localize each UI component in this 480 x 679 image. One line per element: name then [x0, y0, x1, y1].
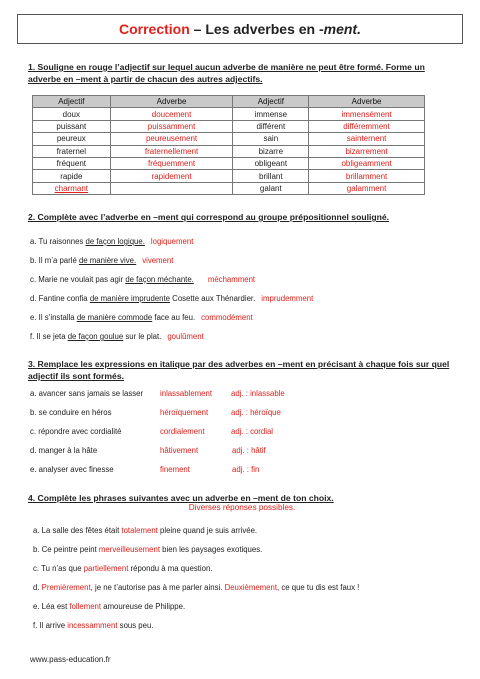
- q2-item: [30, 332, 204, 341]
- table-row: [33, 157, 425, 169]
- q4-item: [33, 545, 262, 554]
- adverb-cell: [110, 182, 233, 194]
- q4-item-text: a. La salle des fêtes était: [33, 526, 122, 535]
- q4-item-text: , ce que tu dis est faux !: [277, 583, 360, 592]
- q3-adverb: hâtivement: [160, 446, 199, 455]
- table-row: [33, 170, 425, 182]
- q2-underlined-group: de manière vive.: [78, 256, 137, 265]
- q3-adjective: adj. : cordial: [231, 427, 274, 436]
- q2-answer: goulûment: [167, 332, 204, 341]
- q2-item: [30, 313, 253, 322]
- table-row: [33, 182, 425, 194]
- q3-adverb: finement: [160, 465, 190, 474]
- q2-underlined-group: de manière commode: [76, 313, 153, 322]
- q2-item: [30, 275, 255, 284]
- adverb-cell: fréquemment: [110, 157, 233, 169]
- q4-item: [33, 564, 212, 573]
- adjective-cell: puissant: [33, 120, 111, 132]
- q4-item: [33, 602, 185, 611]
- adjective-cell: fraternel: [33, 145, 111, 157]
- adverb-cell: différemment: [309, 120, 425, 132]
- table-header: Adjectif: [33, 96, 111, 108]
- q2-item-text: e. Il s’installa: [30, 313, 77, 322]
- q3-adverb: inlassablement: [160, 389, 213, 398]
- table-row: [33, 108, 425, 120]
- q2-item-text: c. Marie ne voulait pas agir: [30, 275, 126, 284]
- q2-underlined-group: de façon logique.: [85, 237, 145, 246]
- q3-adjective: adj. : fin: [232, 465, 260, 474]
- table-row: [33, 120, 425, 132]
- q1-heading: 1. Souligne en rouge l’adjectif sur lequel aucun adverbe de manière ne peut être formé. Forme un adverbe en –ment à partir de chacun des autres adjectifs.: [28, 62, 425, 84]
- q4-item-text: amoureuse de Philippe.: [101, 602, 186, 611]
- q4-item-text: pleine quand je suis arrivée.: [157, 526, 258, 535]
- adverb-cell: sainternent: [309, 133, 425, 145]
- q4-item: [33, 526, 257, 535]
- adjective-cell: rapide: [33, 170, 111, 182]
- q2-item-text: b. Il m’a parlé: [30, 256, 79, 265]
- q4-answer: totalement: [121, 526, 158, 535]
- adjective-cell: fréquent: [33, 157, 111, 169]
- q2-item-text: f. Il se jeta: [30, 332, 68, 341]
- q4-answer: Deuxièmement: [224, 583, 277, 592]
- q2-item-text: sur le plat.: [123, 332, 162, 341]
- q4-item-text: bien les paysages exotiques.: [160, 545, 263, 554]
- adverb-cell: peureusement: [110, 133, 233, 145]
- adverb-cell: bizarrement: [309, 145, 425, 157]
- adverb-cell: rapidement: [110, 170, 233, 182]
- adverb-cell: brillamment: [309, 170, 425, 182]
- q2-item-text: Cosette aux Thénardier.: [170, 294, 256, 303]
- q3-expression: e. analyser avec finesse: [30, 465, 114, 474]
- adverb-cell: galamment: [309, 182, 425, 194]
- adjective-cell: bizarre: [233, 145, 309, 157]
- adjective-cell: obligeant: [233, 157, 309, 169]
- q4-item-text: c. Tu n’as que: [33, 564, 84, 573]
- table-header: Adverbe: [309, 96, 425, 108]
- q2-answer: commodément: [201, 313, 253, 322]
- q2-item-text: face au feu.: [152, 313, 196, 322]
- q2-underlined-group: de façon méchante.: [125, 275, 194, 284]
- adjective-cell: galant: [233, 182, 309, 194]
- q2-underlined-group: de façon goulue: [67, 332, 124, 341]
- q2-item: [30, 256, 173, 265]
- q4-answer: Premièrement: [41, 583, 91, 592]
- q3-adverb: cordialement: [160, 427, 205, 436]
- q2-answer: logiquement: [150, 237, 194, 246]
- q2-answer: vivement: [142, 256, 174, 265]
- q4-heading: 4. Complète les phrases suivantes avec un adverbe en –ment de ton choix.: [28, 493, 334, 503]
- q4-item: [33, 583, 359, 592]
- q4-item-text: d.: [33, 583, 42, 592]
- table-row: [33, 145, 425, 157]
- q3-expression: d. manger à la hâte: [30, 446, 98, 455]
- q4-item: [33, 621, 153, 630]
- title-text: – Les adverbes en: [189, 21, 319, 37]
- q3-adjective: adj. : héroïque: [231, 408, 281, 417]
- adjective-cell: différent: [233, 120, 309, 132]
- adjective-cell: brillant: [233, 170, 309, 182]
- q2-answer: méchamment: [207, 275, 256, 284]
- q3-expression: a. avancer sans jamais se lasser: [30, 389, 144, 398]
- q2-underlined-group: de manière imprudente: [89, 294, 171, 303]
- table-header-row: [33, 96, 425, 108]
- q3-adverb: héroïquement: [160, 408, 209, 417]
- adverb-cell: obligeamment: [309, 157, 425, 169]
- page-title: [17, 14, 463, 44]
- footer-url[interactable]: www.pass-education.fr: [30, 655, 111, 664]
- q4-item-text: b. Ce peintre peint: [33, 545, 99, 554]
- q2-item-text: a. Tu raisonnes: [30, 237, 86, 246]
- q2-item: [30, 237, 193, 246]
- q4-answer: partiellement: [83, 564, 129, 573]
- q4-item-text: , je ne t’autorise pas à me parler ainsi.: [90, 583, 225, 592]
- q2-heading: 2. Complète avec l’adverbe en –ment qui correspond au groupe prépositionnel souligné.: [28, 212, 390, 222]
- q4-subheading: Diverses réponses possibles.: [188, 503, 296, 512]
- q3-adjective: adj. : inlassable: [231, 389, 285, 398]
- q4-item-text: sous peu.: [117, 621, 154, 630]
- q4-item-text: répondu à ma question.: [128, 564, 213, 573]
- adverb-table: [32, 95, 425, 195]
- adverb-cell: puissamment: [110, 120, 233, 132]
- underlined-adjective-cell: charmant: [33, 182, 111, 194]
- table-header: Adjectif: [233, 96, 309, 108]
- table-row: [33, 133, 425, 145]
- q2-answer: imprudemment: [261, 294, 314, 303]
- adverb-cell: doucement: [110, 108, 233, 120]
- q4-answer: incessamment: [67, 621, 118, 630]
- q3-expression: b. se conduire en héros: [30, 408, 112, 417]
- adjective-cell: doux: [33, 108, 111, 120]
- q4-item-text: e. Léa est: [33, 602, 70, 611]
- q2-item: [30, 294, 313, 303]
- q4-answer: merveilleusement: [98, 545, 160, 554]
- q2-item-text: d. Fantine confia: [30, 294, 90, 303]
- adverb-cell: fraternellement: [110, 145, 233, 157]
- title-ment: -ment.: [318, 21, 361, 37]
- q3-adjective: adj. : hâtif: [232, 446, 266, 455]
- q3-heading: 3. Remplace les expressions en italique par des adverbes en –ment en précisant à chaque fois sur quel adjectif ils sont formés.: [28, 359, 450, 381]
- q3-expression: c. répondre avec cordialité: [30, 427, 122, 436]
- table-header: Adverbe: [110, 96, 233, 108]
- adjective-cell: peureux: [33, 133, 111, 145]
- adjective-cell: immense: [233, 108, 309, 120]
- q4-item-text: f. Il arrive: [33, 621, 68, 630]
- adverb-cell: immensément: [309, 108, 425, 120]
- title-correction: Correction: [119, 21, 190, 37]
- adjective-cell: sain: [233, 133, 309, 145]
- q4-answer: follement: [69, 602, 102, 611]
